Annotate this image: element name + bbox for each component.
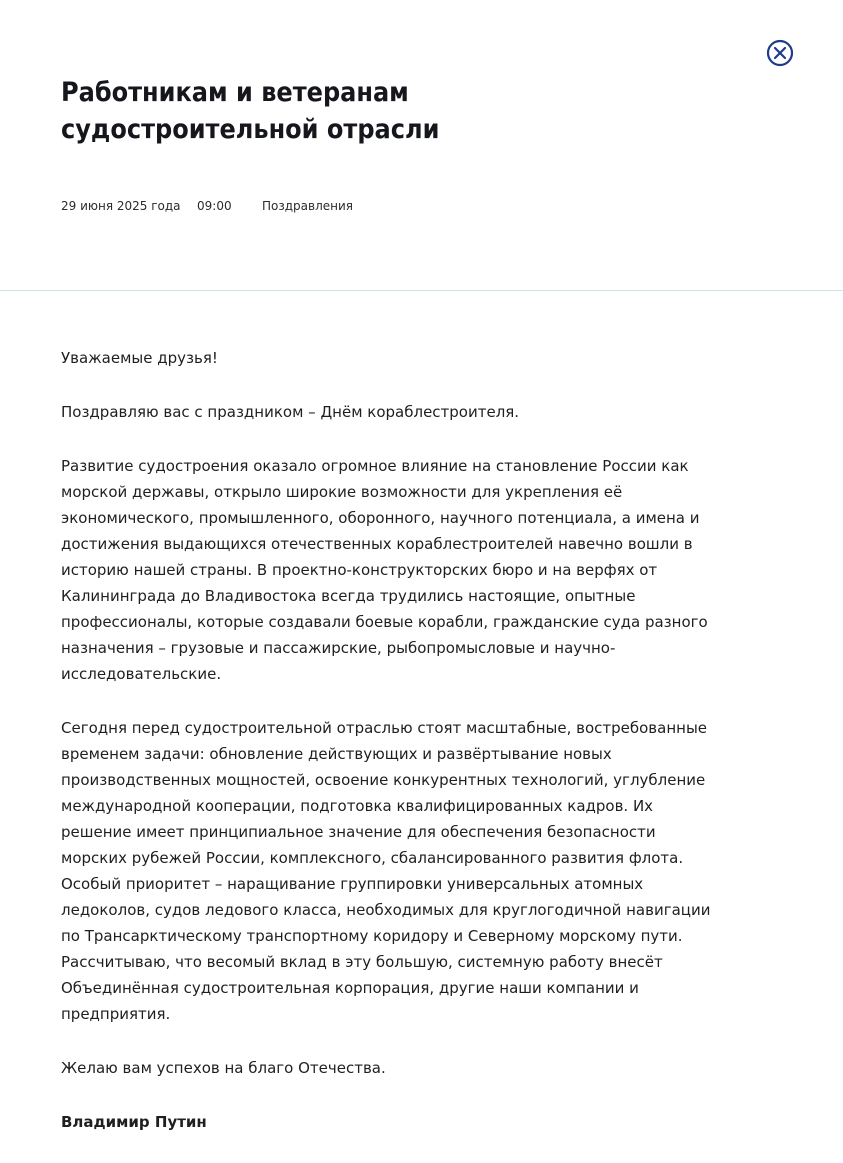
article-body xyxy=(61,345,711,1163)
divider xyxy=(0,290,843,291)
category-link[interactable]: Поздравления xyxy=(262,199,354,213)
page-title: Работникам и ветеранам судостроительной отрасли xyxy=(61,77,440,145)
closing-paragraph: Желаю вам успехов на благо Отечества. xyxy=(61,1059,386,1077)
close-circle-icon xyxy=(766,39,794,67)
publish-date: 29 июня 2025 года xyxy=(61,199,181,213)
greeting-paragraph: Уважаемые друзья! xyxy=(61,349,218,367)
publish-time: 09:00 xyxy=(197,199,232,213)
close-button[interactable] xyxy=(766,39,794,67)
body-paragraph: Развитие судостроения оказало огромное влияние на становление России как морской державы, открыло широкие возможности для укрепления её экономического, промышленного, оборонного, научного потенциала, а имена и достижения выдающихся отечественных кораблестроителей навечно вошли в историю нашей страны. В проектно-конструкторских бюро и на верфях от Калининграда до Владивостока всегда трудились настоящие, опытные профессионалы, которые создавали боевые корабли, гражданские суда разного назначения – грузовые и пассажирские, рыбопромысловые и научно-исследовательские. xyxy=(61,457,708,683)
signature: Владимир Путин xyxy=(61,1113,207,1131)
body-paragraph: Сегодня перед судостроительной отраслью стоят масштабные, востребованные временем задачи: обновление действующих и развёртывание новых производственных мощностей, освоение конкурентных технологий, углубление международной кооперации, подготовка квалифицированных кадров. Их решение имеет принципиальное значение для обеспечения безопасности морских рубежей России, комплексного, сбалансированного развития флота. Особый приоритет – наращивание группировки универсальных атомных ледоколов, судов ледового класса, необходимых для круглогодичной навигации по Трансарктическому транспортному коридору и Северному морскому пути. Рассчитываю, что весомый вклад в эту большую, системную работу внесёт Объединённая судостроительная корпорация, другие наши компании и предприятия. xyxy=(61,719,711,1023)
body-paragraph: Поздравляю вас с праздником – Днём кораблестроителя. xyxy=(61,403,520,421)
